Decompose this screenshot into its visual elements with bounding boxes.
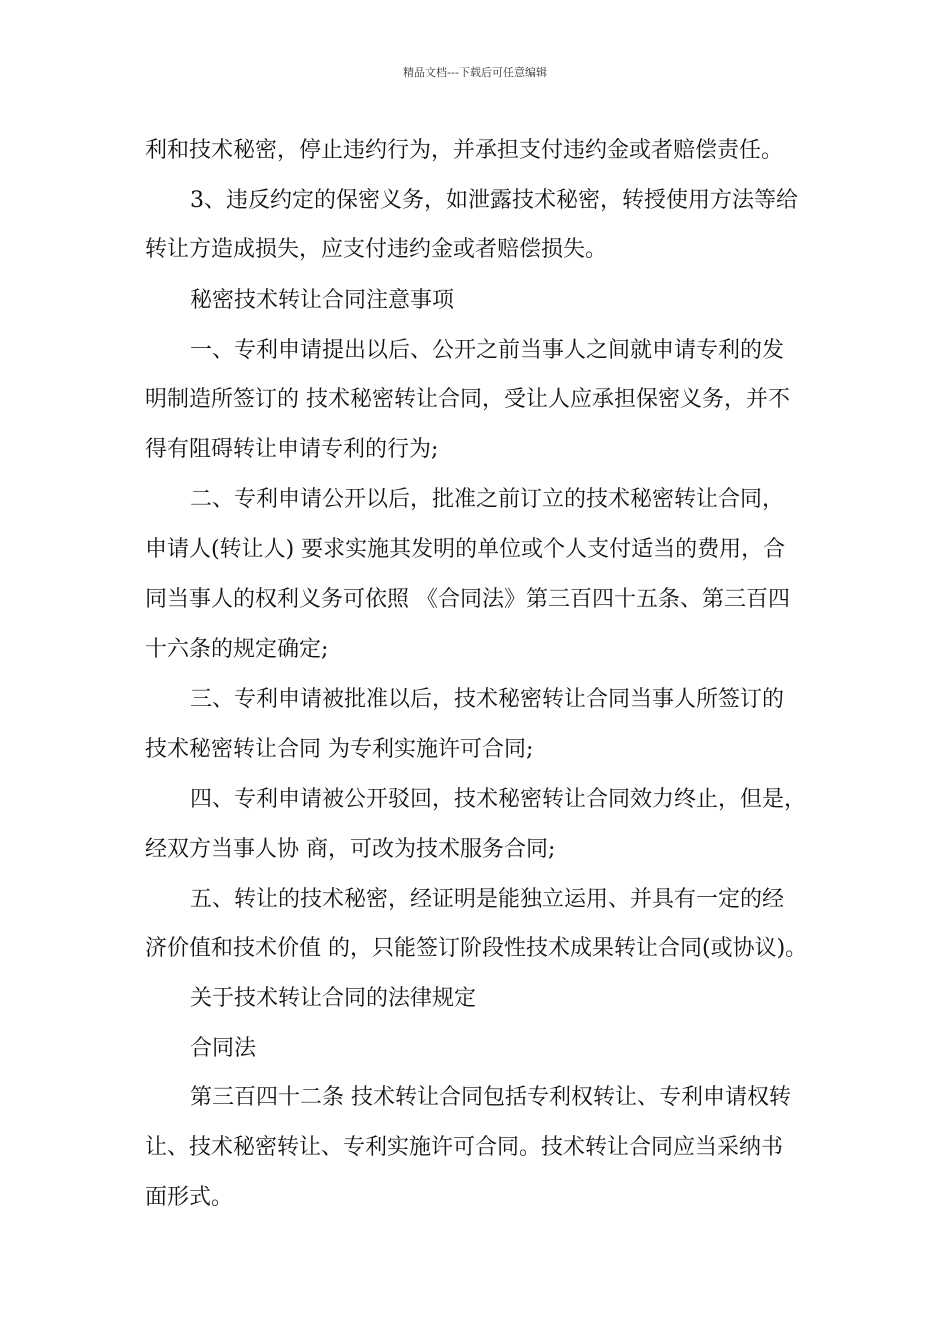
text-line: 十六条的规定确定; [145,637,329,662]
text-line: 技术秘密转让合同 为专利实施许可合同; [145,737,534,762]
text-line: 利和技术秘密，停止违约行为，并承担支付违约金或者赔偿责任。 [145,138,784,163]
text-line: 四、专利申请被公开驳回，技术秘密转让合同效力终止，但是， [190,787,807,812]
section-heading: 秘密技术转让合同注意事项 [190,288,455,313]
page-header: 精品文档---下载后可任意编辑 [403,66,547,79]
text-line: 济价值和技术价值 的，只能签订阶段性技术成果转让合同(或协议)。 [145,936,808,961]
text-line: 第三百四十二条 技术转让合同包括专利权转让、专利申请权转 [190,1085,791,1110]
text-line: 申请人(转让人) 要求实施其发明的单位或个人支付适当的费用，合 [145,537,786,562]
text-line: 面形式。 [145,1185,234,1210]
text-line: 三、专利申请被批准以后，技术秘密转让合同当事人所签订的 [190,687,785,712]
text-line: 一、专利申请提出以后、公开之前当事人之间就申请专利的发 [190,338,785,363]
text-line: 让、技术秘密转让、专利实施许可合同。技术转让合同应当采纳书 [145,1135,784,1160]
text-line: 转让方造成损失，应支付违约金或者赔偿损失。 [145,237,608,262]
section-heading: 合同法 [190,1036,257,1061]
text-line: 3、违反约定的保密义务，如泄露技术秘密，转授使用方法等给 [190,188,798,213]
text-line: 二、专利申请公开以后，批准之前订立的技术秘密转让合同， [190,487,785,512]
text-line: 同当事人的权利义务可依照 《合同法》第三百四十五条、第三百四 [145,587,790,612]
text-line: 得有阻碍转让申请专利的行为; [145,437,439,462]
section-heading: 关于技术转让合同的法律规定 [190,986,477,1011]
text-line: 五、转让的技术秘密，经证明是能独立运用、并具有一定的经 [190,887,785,912]
text-line: 经双方当事人协 商，可改为技术服务合同; [145,837,556,862]
text-line: 明制造所签订的 技术秘密转让合同，受让人应承担保密义务，并不 [145,387,790,412]
